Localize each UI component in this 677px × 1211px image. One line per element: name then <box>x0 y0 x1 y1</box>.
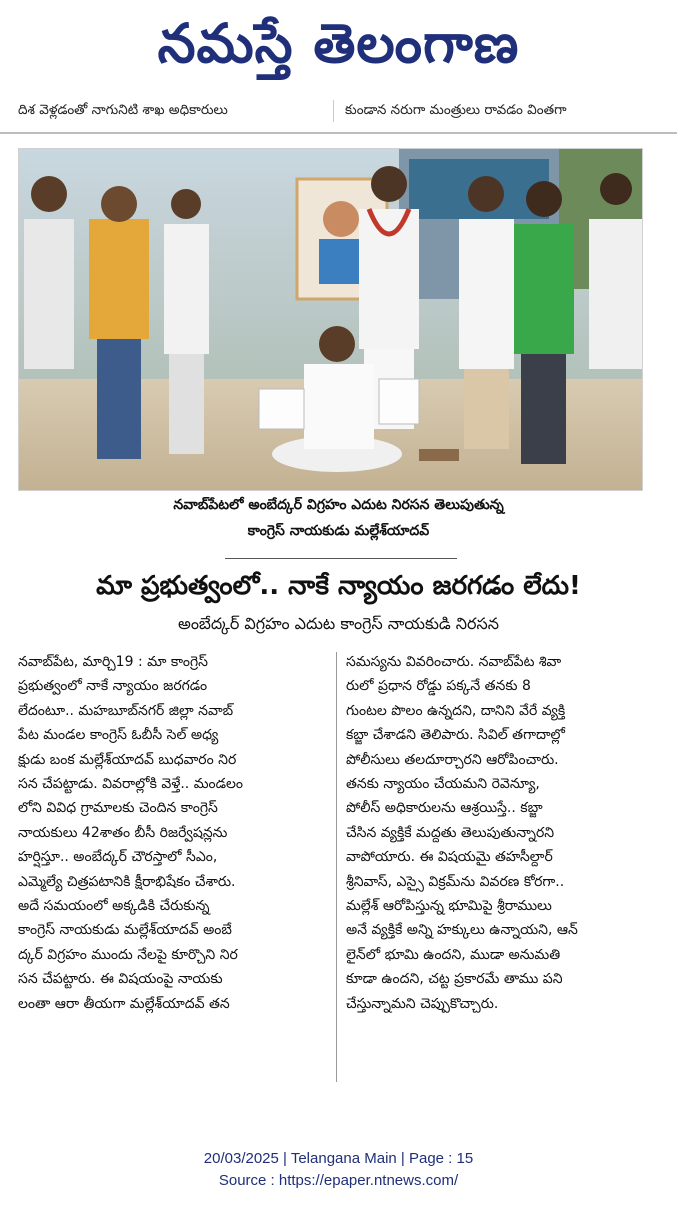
article-text-line: అనే వ్యక్తికే అన్ని హక్కులు ఉన్నాయని, ఆన్ <box>346 922 578 939</box>
teaser-bar <box>0 94 677 134</box>
article-text-line: పోలీసులు తలదూర్చారని ఆరోపించారు. <box>346 751 559 768</box>
article-text-line: కూడా ఉందని, చట్ట ప్రకారమే తాము పని <box>346 971 563 988</box>
article-text-line: గుంటల పొలం ఉన్నదని, దానిని వేరే వ్యక్తి <box>346 702 566 719</box>
article-text-line: శ్రీనివాస్, ఎస్సై విక్రమ్‌ను వివరణ కోరగా.. <box>346 873 565 890</box>
article-text-line: లోని వివిధ గ్రామాలకు చెందిన కాంగ్రెస్ <box>18 800 218 817</box>
article-text-line: ప్రభుత్వంలో నాకే న్యాయం జరగడం <box>18 678 208 695</box>
footer-source: Source : https://epaper.ntnews.com/ <box>218 1172 459 1189</box>
article-subheadline: అంబేద్కర్ విగ్రహం ఎదుట కాంగ్రెస్ నాయకుడి నిరసన <box>178 614 499 633</box>
article-text-line: మల్లేశ్ ఆరోపిస్తున్న భూమిపై శ్రీరాములు <box>346 898 552 915</box>
article-text-line: సమస్యను వివరించారు. నవాబ్‌పేట శివా <box>346 654 562 670</box>
caption-divider <box>225 558 457 559</box>
masthead <box>0 0 677 88</box>
photo-illustration <box>19 149 642 490</box>
article-column-left <box>18 650 328 1016</box>
article-text-line: పేట మండల కాంగ్రెస్ ఓబీసీ సెల్ అధ్య <box>18 727 219 744</box>
article-text-line: ద్కర్ విగ్రహం ముందు నేలపై కూర్చొని నిర <box>18 946 238 963</box>
footer-date-edition: 20/03/2025 | Telangana Main | Page : 15 <box>203 1150 474 1167</box>
article-text-line: లైన్‌లో భూమి ఉందని, ముడా అనుమతి <box>346 946 561 963</box>
article-text-line: సన చేపట్టాడు. వివరాల్లోకి వెళ్తే.. మండలం <box>18 776 243 793</box>
article-text-line: రులో ప్రధాన రోడ్డు పక్కనే తనకు 8 <box>346 678 531 695</box>
news-photo <box>18 148 643 491</box>
teaser-left: దిశ వెళ్లడంతో నాగునిటి శాఖ అధికారులు <box>18 102 228 118</box>
article-text-line: చేసిన వ్యక్తికే మద్దతు తెలుపుతున్నారని <box>346 824 555 841</box>
article-text-line: నవాబ్‌పేట, మార్చి19 : మా కాంగ్రెస్ <box>18 654 208 670</box>
article-text-line: సన చేపట్టారు. ఈ విషయంపై నాయకు <box>18 971 223 988</box>
article-text-line: చేస్తున్నామని చెప్పుకొచ్చారు. <box>346 995 499 1012</box>
column-divider <box>336 652 337 1082</box>
article-text-line: అదే సమయంలో అక్కడికి చేరుకున్న <box>18 898 210 915</box>
article-text-line: లంతా ఆరా తీయగా మల్లేశ్‌యాదవ్ తన <box>18 995 230 1012</box>
article-text-line: లేదంటూ.. మహబూబ్‌నగర్ జిల్లా నవాబ్ <box>18 702 234 719</box>
article-text-line: హర్షిస్తూ.. అంబేద్కర్ చౌరస్తాలో సీఎం, <box>18 849 218 866</box>
article-text-line: కాంగ్రెస్ నాయకుడు మల్లేశ్‌యాదవ్ అంబే <box>18 922 232 939</box>
photo-caption-line2: కాంగ్రెస్ నాయకుడు మల్లేశ్‌యాదవ్ <box>247 523 430 539</box>
article-text-line: పోలీస్ అధికారులను ఆశ్రయిస్తే.. కబ్జా <box>346 800 543 817</box>
article-text-line: వాపోయారు. ఈ విషయమై తహసీల్దార్ <box>346 849 553 866</box>
article-text-line: తనకు న్యాయం చేయమని రెవెన్యూ, <box>346 776 540 793</box>
newspaper-title: నమస్తే తెలంగాణ <box>157 12 520 75</box>
article-headline: మా ప్రభుత్వంలో.. నాకే న్యాయం జరగడం లేదు! <box>96 571 581 601</box>
teaser-divider <box>333 100 334 122</box>
article-text-line: ఎమ్మెల్యే చిత్రపటానికి క్షీరాభిషేకం చేశారు. <box>18 873 236 890</box>
article-text-line: కబ్జా చేశాడని తెలిపారు. సివిల్ తగాదాల్లో <box>346 727 565 744</box>
article-text-line: నాయకులు 42శాతం బీసీ రిజర్వేషన్లను <box>18 824 228 841</box>
photo-caption-line1: నవాబ్‌పేటలో అంబేద్కర్ విగ్రహం ఎదుట నిరసన తెలుపుతున్న <box>173 497 504 513</box>
teaser-right: కుండాన నరుగా మంత్రులు రావడం వింతగా <box>345 102 567 118</box>
article-text-line: క్షుడు బంక మల్లేశ్‌యాదవ్ బుధవారం నిర <box>18 751 237 768</box>
article-column-right <box>346 650 651 1016</box>
